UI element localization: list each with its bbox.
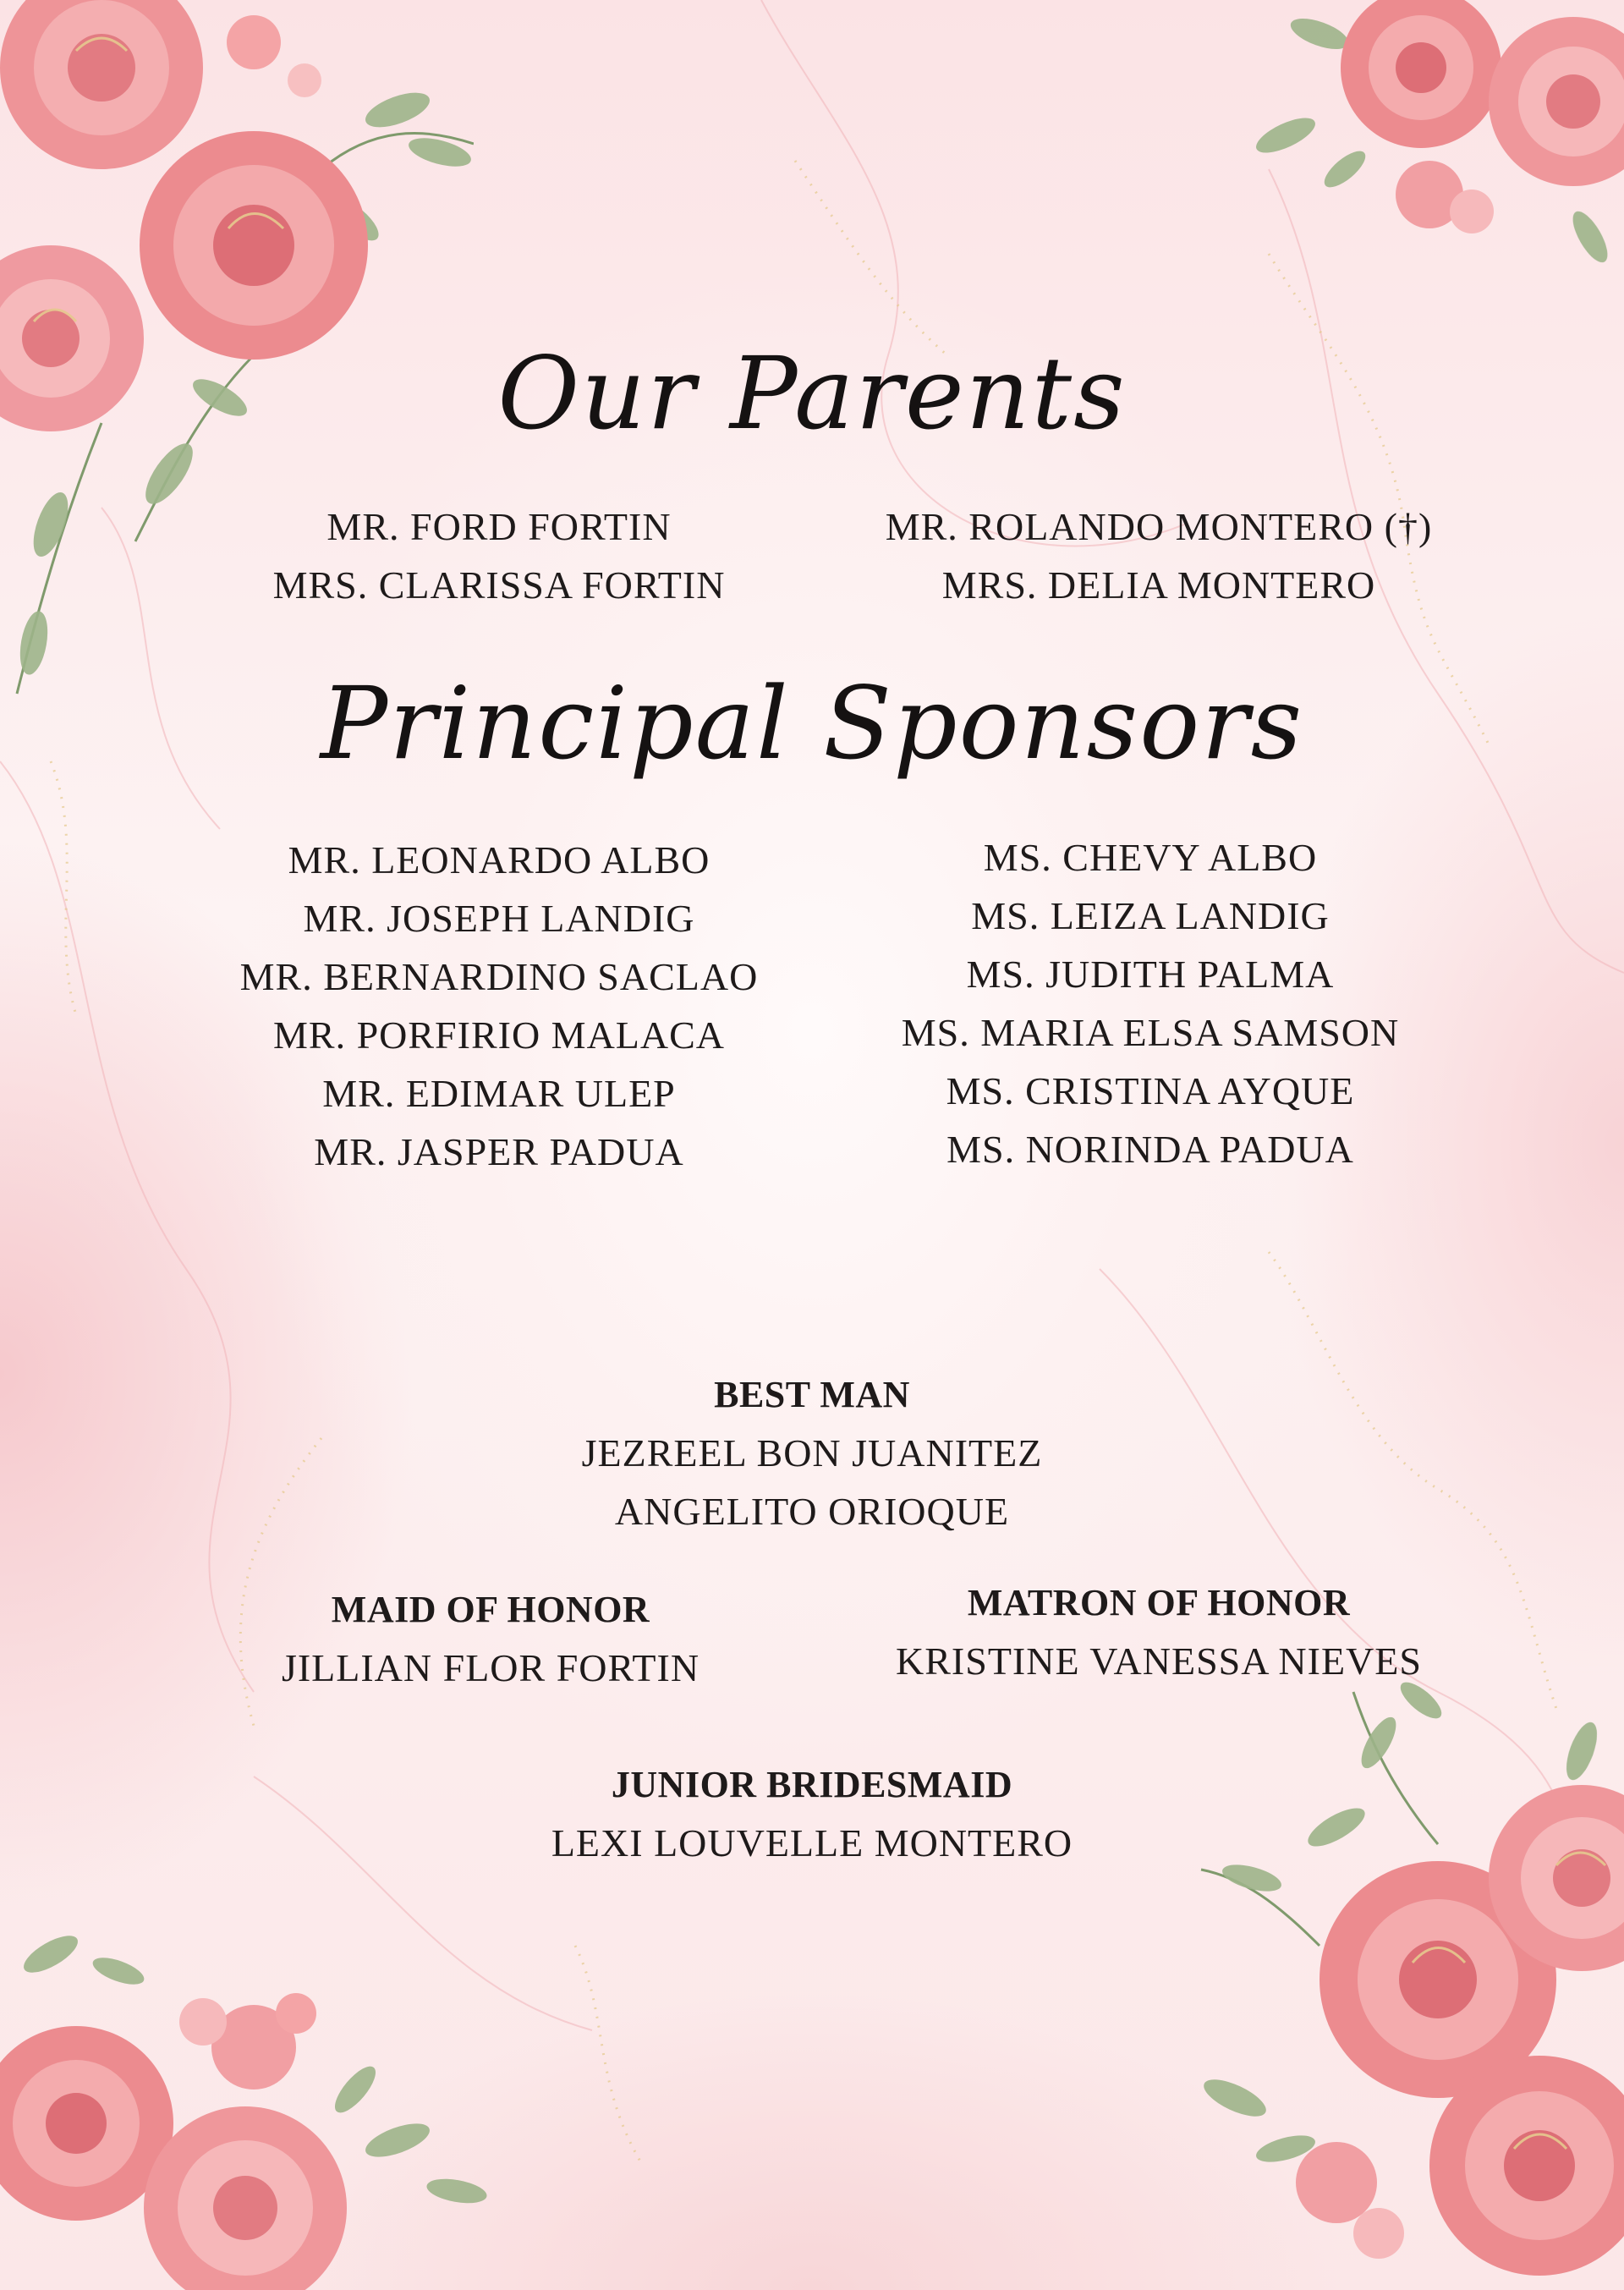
sponsor-name: MS. NORINDA PADUA xyxy=(946,1128,1354,1171)
best-man-label: BEST MAN xyxy=(714,1374,910,1415)
floral-top-right-decoration xyxy=(1218,0,1624,305)
sponsor-name: MS. LEIZA LANDIG xyxy=(971,894,1330,937)
best-man-name: JEZREEL BON JUANITEZ xyxy=(581,1431,1043,1474)
sponsor-name: MS. CRISTINA AYQUE xyxy=(946,1069,1355,1112)
female-sponsors-column xyxy=(863,828,1438,1178)
floral-bottom-right-decoration xyxy=(1184,1624,1624,2290)
groom-parents-column xyxy=(245,497,753,614)
maid-of-honor-name: JILLIAN FLOR FORTIN xyxy=(281,1646,700,1689)
sponsor-name: MR. EDIMAR ULEP xyxy=(322,1072,676,1115)
parents-title: Our Parents xyxy=(497,335,1127,452)
parent-name: MRS. CLARISSA FORTIN xyxy=(272,563,726,607)
sponsor-name: MR. JASPER PADUA xyxy=(314,1130,684,1173)
sponsor-name: MR. BERNARDINO SACLAO xyxy=(239,955,759,998)
parent-name: MR. FORD FORTIN xyxy=(326,505,672,548)
floral-bottom-left-decoration xyxy=(0,1920,508,2290)
sponsor-name: MS. MARIA ELSA SAMSON xyxy=(901,1011,1400,1054)
matron-of-honor-name: KRISTINE VANESSA NIEVES xyxy=(896,1639,1422,1683)
junior-bridesmaid-label: JUNIOR BRIDESMAID xyxy=(611,1764,1013,1805)
sponsor-name: MR. JOSEPH LANDIG xyxy=(303,897,695,940)
male-sponsors-column xyxy=(220,831,778,1181)
sponsor-name: MR. PORFIRIO MALACA xyxy=(272,1013,726,1057)
sponsor-name: MR. LEONARDO ALBO xyxy=(288,838,710,881)
sponsor-name: MS. CHEVY ALBO xyxy=(983,836,1318,879)
parent-name: MR. ROLANDO MONTERO (†) xyxy=(885,505,1433,548)
junior-bridesmaid-name: LEXI LOUVELLE MONTERO xyxy=(551,1821,1073,1864)
parent-name: MRS. DELIA MONTERO xyxy=(941,563,1376,607)
maid-of-honor-label: MAID OF HONOR xyxy=(331,1589,650,1630)
bride-parents-column xyxy=(863,497,1455,614)
sponsors-title: Principal Sponsors xyxy=(320,665,1304,782)
sponsor-name: MS. JUDITH PALMA xyxy=(966,953,1335,996)
best-man-name: ANGELITO ORIOQUE xyxy=(614,1490,1010,1533)
matron-of-honor-label: MATRON OF HONOR xyxy=(967,1582,1351,1623)
